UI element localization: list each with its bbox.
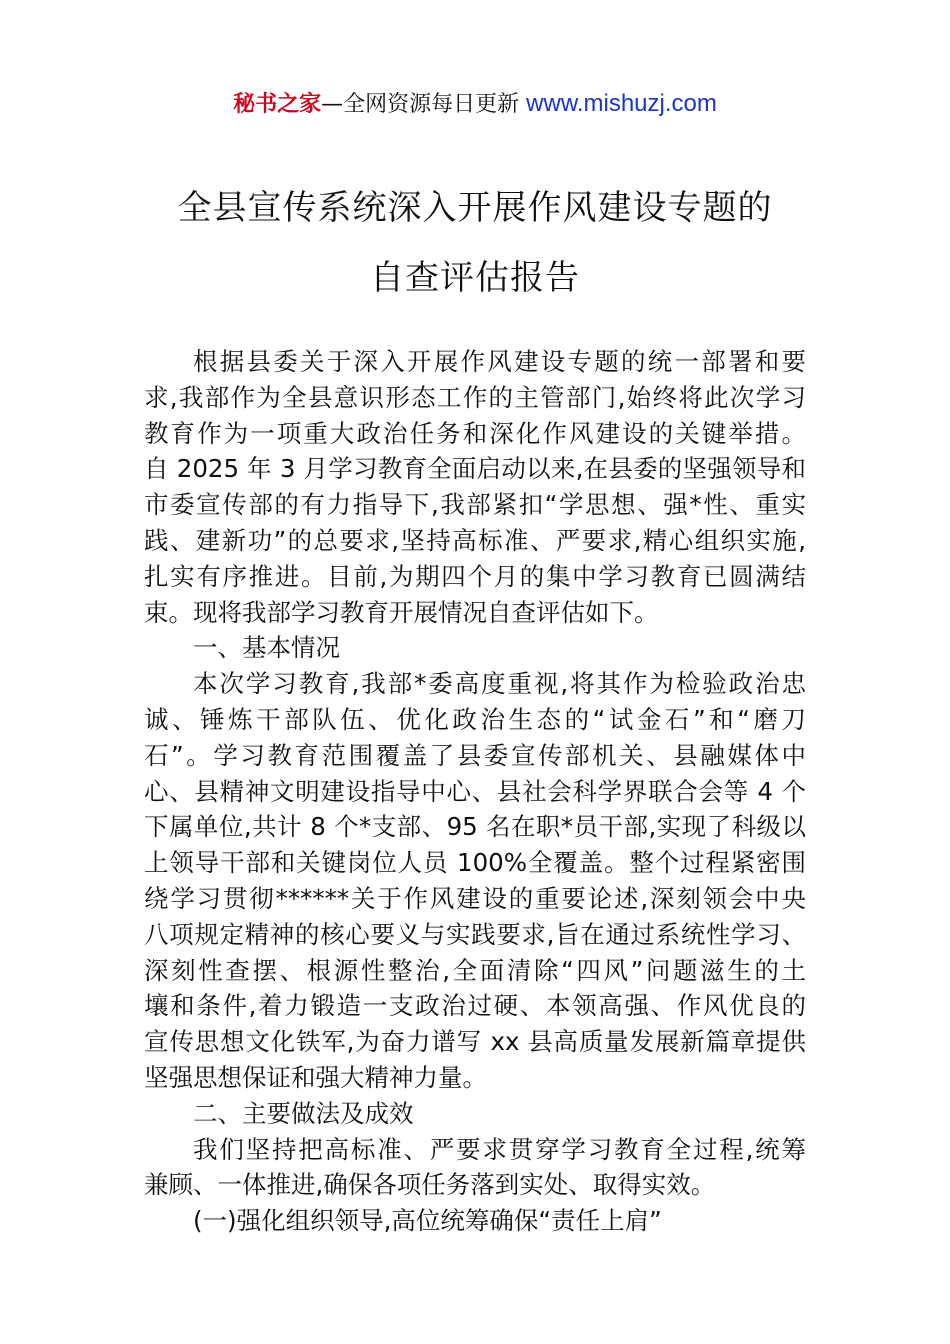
body-line: 根据县委关于深入开展作风建设专题的统一部署和要: [193, 347, 806, 376]
body-line: 诚、锤炼干部队伍、优化政治生态的“试金石”和“磨刀: [144, 704, 806, 734]
site-url-link[interactable]: www.mishuzj.com: [526, 90, 717, 117]
body-line: 我们坚持把高标准、严要求贯穿学习教育全过程,统筹: [193, 1134, 806, 1164]
body-line: 宣传思想文化铁军,为奋力谱写 xx 县高质量发展新篇章提供: [144, 1027, 806, 1057]
body-line: 绕学习贯彻******关于作风建设的重要论述,深刻领会中央: [144, 883, 806, 913]
body-line: 自 2025 年 3 月学习教育全面启动以来,在县委的坚强领导和: [144, 454, 806, 484]
section-heading: 二、主要做法及成效: [193, 1098, 414, 1128]
body-line: 坚强思想保证和强大精神力量。: [144, 1062, 487, 1092]
body-line: 上领导干部和关键岗位人员 100%全覆盖。整个过程紧密围: [144, 848, 806, 878]
site-brand: 秘书之家: [233, 92, 322, 117]
body-line: 束。现将我部学习教育开展情况自查评估如下。: [144, 597, 659, 627]
document-title-line-2: 自查评估报告: [370, 258, 580, 298]
body-line: 壤和条件,着力锻造一支政治过硬、本领高强、作风优良的: [144, 991, 806, 1021]
body-line: 八项规定精神的核心要义与实践要求,旨在通过系统性学习、: [144, 919, 806, 949]
site-header: [0, 88, 950, 121]
body-line: 扎实有序推进。目前,为期四个月的集中学习教育已圆满结: [144, 561, 806, 591]
body-line: 本次学习教育,我部*委高度重视,将其作为检验政治忠: [193, 669, 806, 699]
site-tagline: —全网资源每日更新: [321, 92, 527, 117]
body-line: 践、建新功”的总要求,坚持高标准、严要求,精心组织实施,: [144, 525, 806, 555]
body-line: 深刻性查摆、根源性整治,全面清除“四风”问题滋生的土: [144, 955, 806, 985]
body-line: 求,我部作为全县意识形态工作的主管部门,始终将此次学习: [144, 382, 806, 412]
body-line: 下属单位,共计 8 个*支部、95 名在职*员干部,实现了科级以: [144, 812, 806, 842]
document-title-line-1: 全县宣传系统深入开展作风建设专题的: [177, 188, 773, 228]
section-heading: 一、基本情况: [193, 633, 340, 663]
body-line: 兼顾、一体推进,确保各项任务落到实处、取得实效。: [144, 1170, 716, 1200]
body-line: 石”。学习教育范围覆盖了县委宣传部机关、县融媒体中: [144, 740, 806, 770]
subsection-heading: (一)强化组织领导,高位统筹确保“责任上肩”: [193, 1206, 662, 1236]
document-body: [144, 344, 806, 1239]
body-line: 市委宣传部的有力指导下,我部紧扣“学思想、强*性、重实: [144, 490, 806, 520]
body-line: 教育作为一项重大政治任务和深化作风建设的关键举措。: [144, 418, 806, 448]
body-line: 心、县精神文明建设指导中心、县社会科学界联合会等 4 个: [144, 776, 806, 806]
